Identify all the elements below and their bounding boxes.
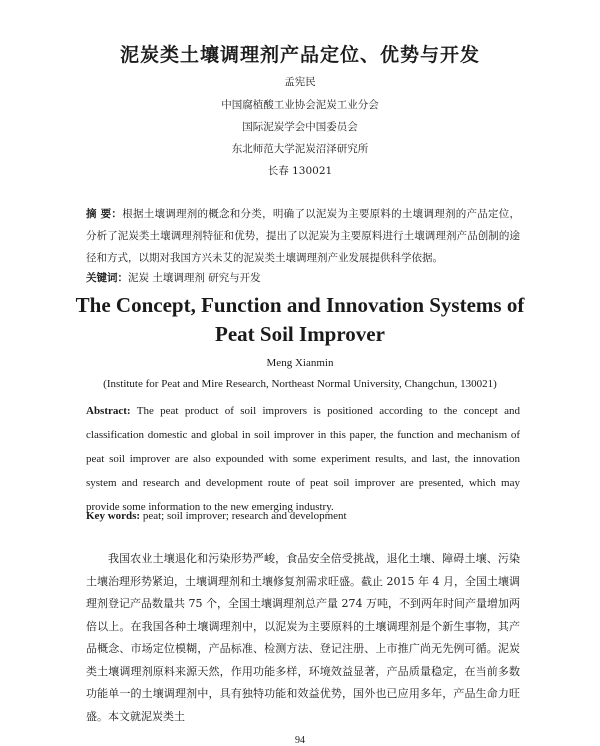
body-paragraph: 我国农业土壤退化和污染形势严峻，食品安全倍受挑战，退化土壤、障碍土壤、污染土壤治理形势紧迫，土壤调理剂和土壤修复剂需求旺盛。截止 2015 年 4 月，全国土壤调理剂登记产品数量共 75 个，全国土壤调理剂总产量 274 万吨，不到两年时间产量增加两倍以上。在我国各种土壤调理剂中，以泥炭为主要原料的土壤调理剂是个新生事物，其产品概念、市场定位模糊，产品标准、检测方法、登记注册、上市推广尚无先例可循。泥炭类土壤调理剂原料来源天然，作用功能多样，环境效益显著，产品质量稳定，在当前多数功能单一的土壤调理剂中，具有独特功能和效益优势，国外也已应用多年，产品生命力旺盛。本文就泥炭类土 [86,552,520,723]
en-title-line-2: Peat Soil Improver [215,322,385,346]
cn-abstract-label: 摘 要： [86,208,123,220]
en-abstract-label: Abstract: [86,405,131,417]
cn-keywords-label: 关键词： [86,272,128,284]
cn-affiliation-2: 国际泥炭学会中国委员会 [242,121,358,133]
cn-abstract [86,203,520,269]
en-abstract [86,399,520,519]
en-title-line-1: The Concept, Function and Innovation Systems of [75,293,525,317]
en-keywords [86,510,347,522]
page-number: 94 [295,735,305,746]
en-abstract-text: The peat product of soil improvers is positioned according to the concept and classification domestic and global in soil improver in this paper, the function and mechanism of peat soil improver are also expounded with some experiment results, and last, the innovation system and research and development route of peat soil improver are presented, which may provide some information to the new emerging industry. [86,405,520,513]
cn-author: 孟宪民 [284,76,316,88]
cn-abstract-text: 根据土壤调理剂的概念和分类，明确了以泥炭为主要原料的土壤调理剂的产品定位，分析了泥炭类土壤调理剂特征和优势，提出了以泥炭为主要原料进行土壤调理剂产品创制的途径和方式，以期对我国方兴未艾的泥炭类土壤调理剂产业发展提供科学依据。 [86,208,521,264]
en-author: Meng Xianmin [266,357,334,369]
en-keywords-label: Key words: [86,510,141,522]
cn-affiliation-1: 中国腐植酸工业协会泥炭工业分会 [221,99,379,111]
en-affiliation: (Institute for Peat and Mire Research, Northeast Normal University, Changchun, 130021) [103,378,497,390]
en-keywords-text: peat; soil improver; research and development [140,510,347,522]
cn-title: 泥炭类土壤调理剂产品定位、优势与开发 [119,44,480,66]
cn-affiliation-4: 长春 130021 [267,165,333,177]
cn-keywords-text: 泥炭 土壤调理剂 研究与开发 [128,272,261,284]
cn-affiliation-3: 东北师范大学泥炭沼泽研究所 [231,143,369,155]
cn-keywords [86,270,261,285]
